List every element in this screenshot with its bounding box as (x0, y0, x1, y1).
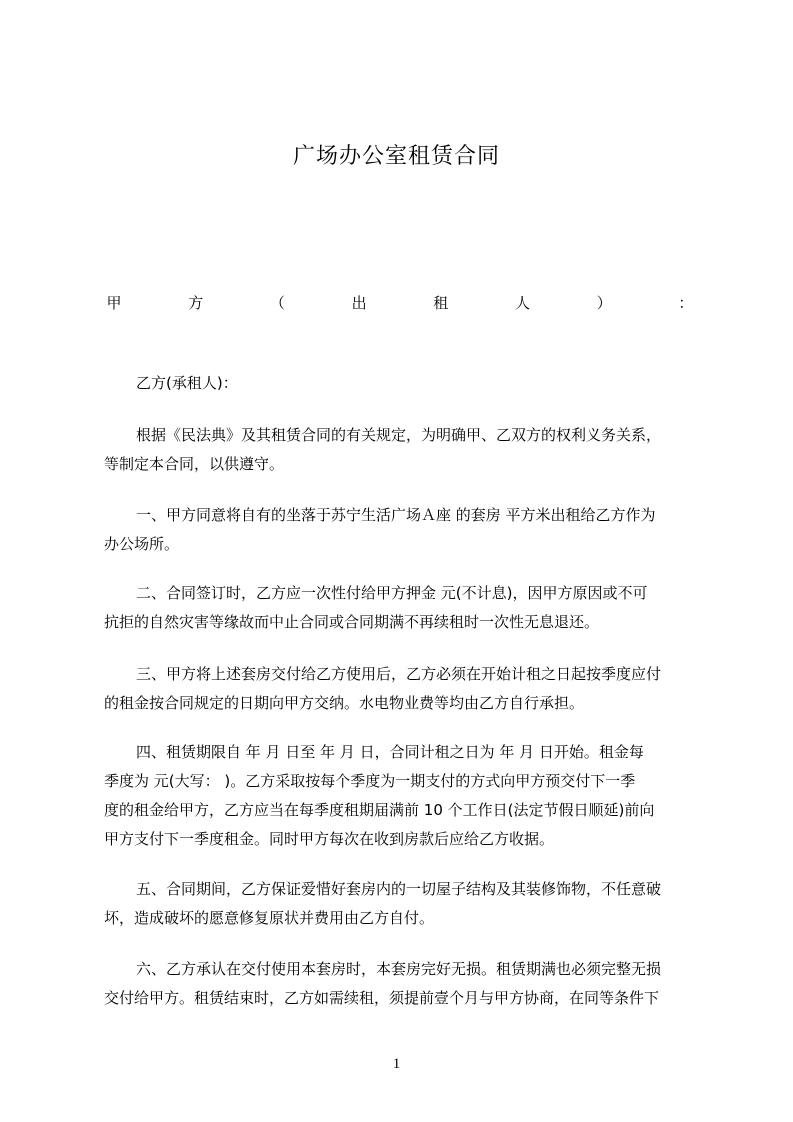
paragraph-clause-5 (104, 875, 700, 933)
document-title: 广场办公室租赁合同 (292, 144, 500, 169)
paragraph-line: 度的租金给甲方，乙方应当在每季度租期届满前 10 个工作日(法定节假日顺延)前向 (104, 801, 655, 819)
party-a-char: （ (269, 294, 285, 312)
party-a-char: ： (678, 294, 694, 312)
paragraph-line: 交付给甲方。租赁结束时，乙方如需续租，须提前壹个月与甲方协商，在同等条件下 (104, 989, 660, 1007)
paragraph-clause-1 (104, 501, 700, 559)
party-a-char: ） (596, 294, 612, 312)
paragraph-line: 抗拒的自然灾害等缘故而中止合同或合同期满不再续租时一次性无息退还。 (104, 613, 600, 631)
paragraph-line: 六、乙方承认在交付使用本套房时，本套房完好无损。租赁期满也必须完整无损 (136, 960, 662, 978)
paragraph-line: 的租金按合同规定的日期向甲方交纳。水电物业费等均由乙方自行承担。 (104, 694, 585, 712)
party-a-char: 租 (433, 294, 449, 312)
party-a-char: 甲 (106, 294, 122, 312)
paragraph-line: 四、租赁期限自 年 月 日至 年 月 日，合同计租之日为 年 月 日开始。租金每 (136, 743, 644, 761)
paragraph-line: 办公场所。 (104, 535, 180, 553)
paragraph-line: 根据《民法典》及其租赁合同的有关规定，为明确甲、乙双方的权利义务关系， (136, 426, 662, 444)
paragraph-line: 坏，造成破坏的愿意修复原状并费用由乙方自付。 (104, 909, 435, 927)
paragraph-line: 五、合同期间，乙方保证爱惜好套房内的一切屋子结构及其装修饰物，不任意破 (136, 880, 662, 898)
paragraph-line: 甲方支付下一季度租金。同时甲方每次在收到房款后应给乙方收据。 (104, 830, 555, 848)
page-number: 1 (392, 1056, 401, 1072)
paragraph-clause-2 (104, 579, 700, 637)
party-a-line (104, 292, 696, 314)
paragraph-line: 一、甲方同意将自有的坐落于苏宁生活广场Ａ座 的套房 平方米出租给乙方作为 (136, 506, 656, 524)
paragraph-line: 季度为 元(大写： )。乙方采取按每个季度为一期支付的方式向甲方预交付下一季 (104, 772, 636, 790)
party-b-line (104, 369, 700, 398)
paragraph-line: 三、甲方将上述套房交付给乙方使用后，乙方必须在开始计租之日起按季度应付 (136, 665, 662, 683)
paragraph-line: 二、合同签订时，乙方应一次性付给甲方押金 元(不计息)，因甲方原因或不可 (136, 584, 648, 602)
paragraph-line: 等制定本合同，以供遵守。 (104, 455, 285, 473)
party-a-char: 出 (351, 294, 367, 312)
party-a-char: 方 (188, 294, 204, 312)
paragraph-preamble (104, 421, 700, 479)
paragraph-clause-3 (104, 660, 700, 718)
paragraph-clause-6 (104, 955, 700, 1013)
party-b-text: 乙方(承租人)： (136, 374, 238, 392)
paragraph-clause-4 (104, 738, 700, 854)
party-a-char: 人 (515, 294, 531, 312)
